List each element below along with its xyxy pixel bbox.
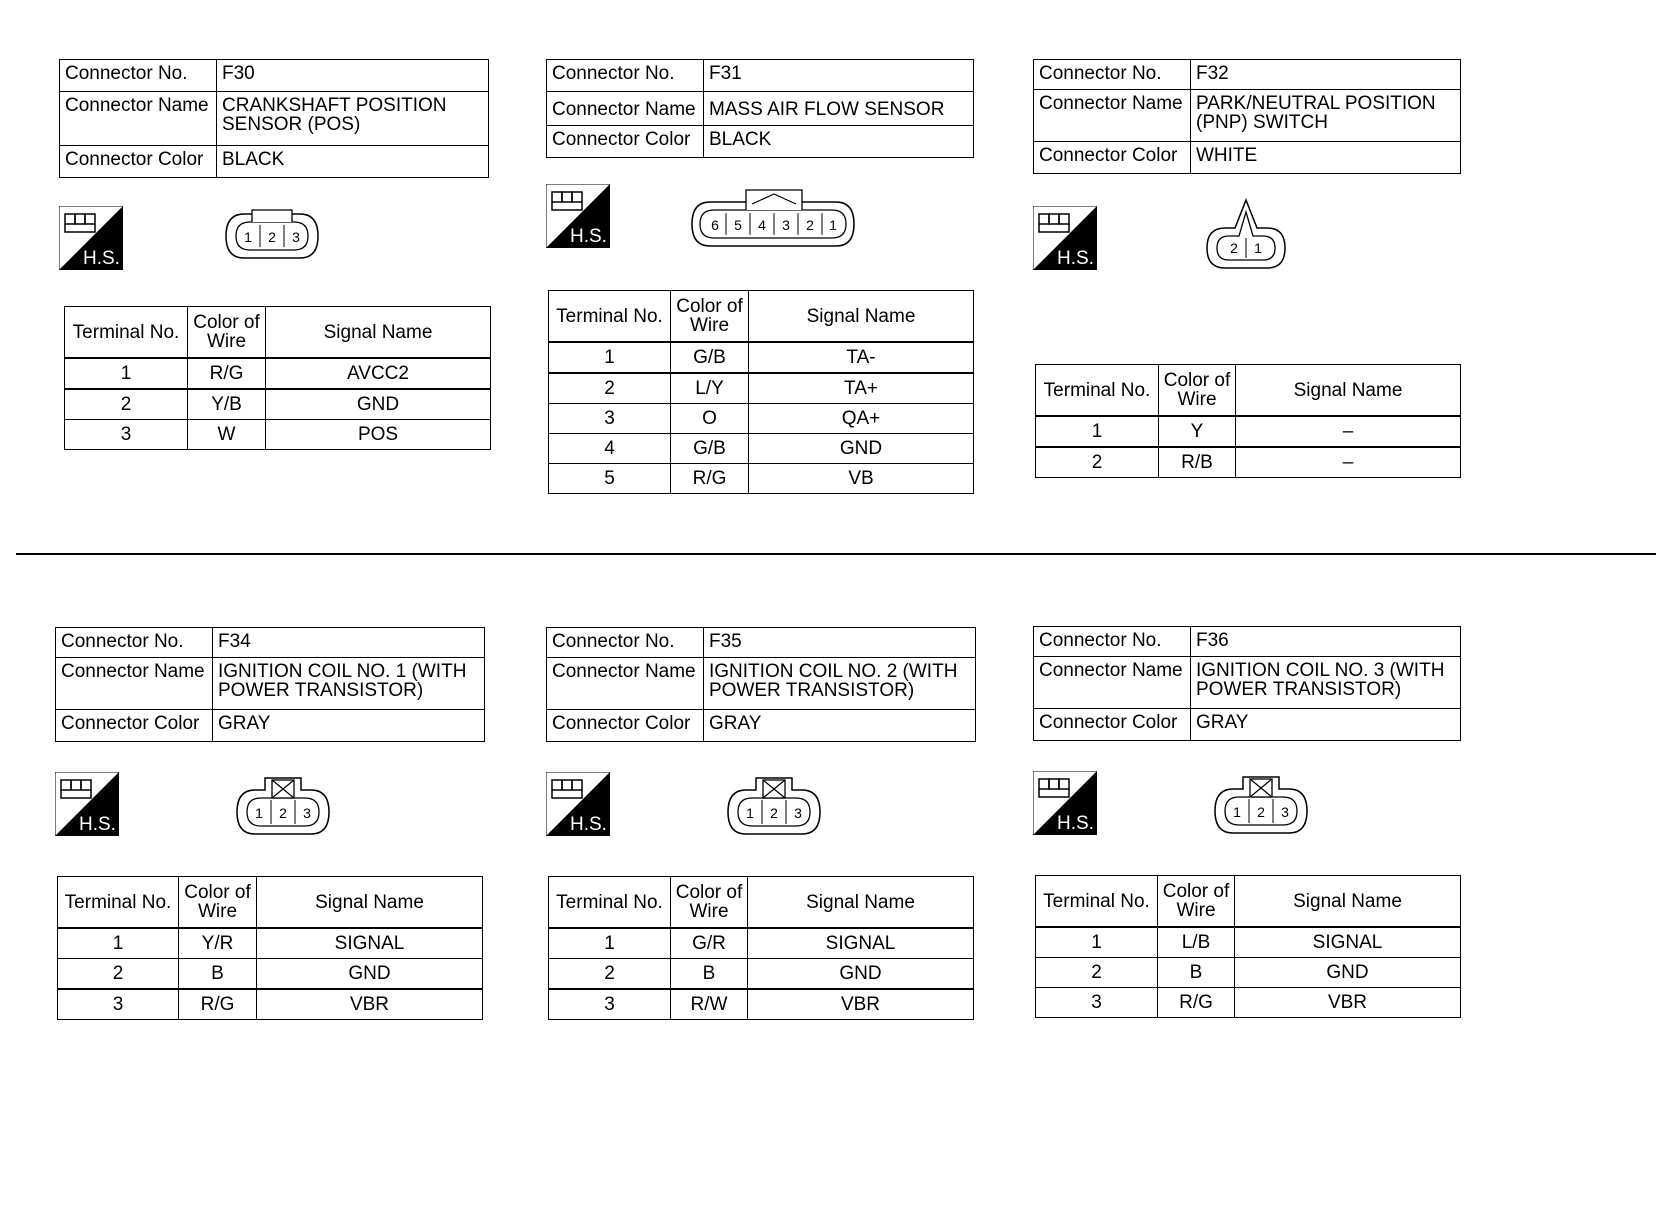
table-row (1036, 958, 1461, 988)
signal-name-header: Signal Name (749, 291, 974, 343)
signal-name-header: Signal Name (1235, 876, 1461, 928)
signal-cell: TA- (749, 342, 974, 373)
signal-name-header: Signal Name (266, 307, 491, 359)
connector-face-f34 (235, 776, 331, 836)
table-row (549, 989, 974, 1020)
hs-harness-side-icon (1033, 771, 1097, 835)
connector-color-value: BLACK (217, 146, 489, 178)
terminal-cell: 2 (1036, 447, 1159, 478)
signal-cell: GND (266, 389, 491, 420)
hs-label: H.S. (79, 814, 116, 835)
pin-label: 2 (1257, 804, 1265, 820)
connector-color-label: Connector Color (1034, 142, 1191, 174)
pin-label: 1 (829, 217, 837, 233)
wire-color-cell: R/G (188, 358, 266, 389)
wire-color-cell: O (671, 404, 749, 434)
pin-label: 1 (1233, 804, 1241, 820)
connector-color-label: Connector Color (56, 710, 213, 742)
pin-label: 3 (782, 217, 790, 233)
connector-no-label: Connector No. (1034, 627, 1191, 657)
pin-label: 3 (303, 805, 311, 821)
connector-info-f30 (59, 59, 489, 178)
hs-label: H.S. (570, 226, 607, 247)
hs-harness-side-icon (546, 772, 610, 836)
signal-name-header: Signal Name (257, 877, 483, 929)
pin-label: 3 (794, 805, 802, 821)
connector-no-value: F36 (1191, 627, 1461, 657)
connector-no-label: Connector No. (547, 628, 704, 658)
connector-no-label: Connector No. (56, 628, 213, 658)
connector-face-f31 (690, 188, 856, 252)
connector-face-f36 (1213, 775, 1309, 835)
hs-label: H.S. (83, 248, 120, 269)
signal-cell: SIGNAL (1235, 927, 1461, 958)
signal-cell: VBR (1235, 988, 1461, 1018)
terminal-cell: 2 (1036, 958, 1158, 988)
table-row (549, 959, 974, 990)
pin-label: 5 (734, 217, 742, 233)
pin-label: 2 (806, 217, 814, 233)
wire-color-cell: G/R (671, 928, 748, 959)
signal-cell: SIGNAL (748, 928, 974, 959)
hs-label: H.S. (1057, 248, 1094, 269)
hs-harness-side-icon (546, 184, 610, 248)
signal-cell: VBR (257, 989, 483, 1020)
connector-color-value: WHITE (1191, 142, 1461, 174)
connector-no-value: F35 (704, 628, 976, 658)
pin-label: 3 (292, 229, 300, 245)
table-row (58, 959, 483, 990)
connector-color-label: Connector Color (547, 710, 704, 742)
connector-color-value: GRAY (1191, 709, 1461, 741)
table-row (58, 928, 483, 959)
connector-info-f35 (546, 627, 976, 742)
wire-color-header: Color of Wire (671, 877, 748, 929)
connector-face-f32 (1205, 196, 1287, 272)
wire-color-cell: L/B (1158, 927, 1235, 958)
terminal-no-header: Terminal No. (549, 291, 671, 343)
wire-color-cell: R/G (671, 464, 749, 494)
table-row (1036, 927, 1461, 958)
terminal-table-f34 (57, 876, 483, 1020)
signal-cell: VBR (748, 989, 974, 1020)
terminal-table-f30 (64, 306, 491, 450)
hs-harness-side-icon (59, 206, 123, 270)
wire-color-header: Color of Wire (1158, 876, 1235, 928)
connector-name-value: MASS AIR FLOW SENSOR (704, 92, 974, 126)
connector-color-label: Connector Color (60, 146, 217, 178)
table-row (65, 358, 491, 389)
connector-info-f31 (546, 59, 974, 158)
hs-label: H.S. (1057, 813, 1094, 834)
connector-name-label: Connector Name (1034, 657, 1191, 709)
signal-cell: – (1236, 416, 1461, 447)
wire-color-cell: W (188, 420, 266, 450)
connector-color-value: GRAY (213, 710, 485, 742)
pin-label: 1 (255, 805, 263, 821)
hs-harness-side-icon (1033, 206, 1097, 270)
wire-color-cell: R/W (671, 989, 748, 1020)
table-row (65, 420, 491, 450)
connector-no-value: F32 (1191, 60, 1461, 90)
table-row (549, 434, 974, 464)
signal-cell: – (1236, 447, 1461, 478)
pin-label: 6 (711, 217, 719, 233)
connector-no-label: Connector No. (60, 60, 217, 92)
wire-color-cell: B (179, 959, 257, 990)
wire-color-cell: G/B (671, 342, 749, 373)
terminal-no-header: Terminal No. (65, 307, 188, 359)
terminal-cell: 1 (1036, 416, 1159, 447)
terminal-cell: 3 (549, 989, 671, 1020)
connector-face-f30 (224, 208, 320, 264)
terminal-cell: 2 (549, 959, 671, 990)
connector-name-label: Connector Name (60, 92, 217, 146)
terminal-cell: 3 (1036, 988, 1158, 1018)
connector-face-f35 (726, 776, 822, 836)
terminal-table-f32 (1035, 364, 1461, 478)
connector-info-f36 (1033, 626, 1461, 741)
pin-label: 2 (1230, 240, 1238, 256)
pin-label: 1 (1254, 240, 1262, 256)
connector-name-value: PARK/NEUTRAL POSITION (PNP) SWITCH (1191, 90, 1461, 142)
table-row (1036, 447, 1461, 478)
wire-color-cell: R/B (1159, 447, 1236, 478)
signal-name-header: Signal Name (748, 877, 974, 929)
connector-info-f34 (55, 627, 485, 742)
pin-label: 3 (1281, 804, 1289, 820)
terminal-cell: 1 (1036, 927, 1158, 958)
wire-color-cell: Y/R (179, 928, 257, 959)
connector-name-label: Connector Name (547, 92, 704, 126)
table-row (549, 928, 974, 959)
table-row (549, 404, 974, 434)
signal-cell: VB (749, 464, 974, 494)
terminal-cell: 2 (65, 389, 188, 420)
wire-color-cell: B (1158, 958, 1235, 988)
table-row (549, 464, 974, 494)
connector-name-label: Connector Name (1034, 90, 1191, 142)
table-row (1036, 416, 1461, 447)
terminal-cell: 4 (549, 434, 671, 464)
connector-name-value: IGNITION COIL NO. 1 (WITH POWER TRANSISTOR) (213, 658, 485, 710)
terminal-cell: 5 (549, 464, 671, 494)
wire-color-cell: G/B (671, 434, 749, 464)
signal-cell: TA+ (749, 373, 974, 404)
terminal-cell: 1 (65, 358, 188, 389)
terminal-no-header: Terminal No. (1036, 876, 1158, 928)
terminal-cell: 2 (549, 373, 671, 404)
hs-harness-side-icon (55, 772, 119, 836)
connector-color-label: Connector Color (547, 126, 704, 158)
connector-name-label: Connector Name (547, 658, 704, 710)
wire-color-cell: Y (1159, 416, 1236, 447)
wire-color-header: Color of Wire (671, 291, 749, 343)
pin-label: 1 (244, 229, 252, 245)
terminal-cell: 3 (65, 420, 188, 450)
wire-color-header: Color of Wire (188, 307, 266, 359)
signal-cell: GND (1235, 958, 1461, 988)
signal-cell: QA+ (749, 404, 974, 434)
connector-no-value: F30 (217, 60, 489, 92)
signal-cell: SIGNAL (257, 928, 483, 959)
connector-info-f32 (1033, 59, 1461, 174)
connector-color-label: Connector Color (1034, 709, 1191, 741)
terminal-cell: 3 (58, 989, 179, 1020)
terminal-no-header: Terminal No. (1036, 365, 1159, 417)
terminal-cell: 3 (549, 404, 671, 434)
terminal-cell: 2 (58, 959, 179, 990)
pin-label: 4 (758, 217, 766, 233)
connector-name-value: IGNITION COIL NO. 3 (WITH POWER TRANSISTOR) (1191, 657, 1461, 709)
connector-color-value: GRAY (704, 710, 976, 742)
pin-label: 2 (268, 229, 276, 245)
pin-label: 2 (279, 805, 287, 821)
table-row (549, 373, 974, 404)
connector-no-value: F34 (213, 628, 485, 658)
wire-color-cell: R/G (179, 989, 257, 1020)
connector-no-value: F31 (704, 60, 974, 92)
table-row (1036, 988, 1461, 1018)
connector-name-value: CRANKSHAFT POSITION SENSOR (POS) (217, 92, 489, 146)
terminal-cell: 1 (549, 342, 671, 373)
wire-color-header: Color of Wire (1159, 365, 1236, 417)
wire-color-cell: B (671, 959, 748, 990)
signal-cell: GND (257, 959, 483, 990)
table-row (65, 389, 491, 420)
connector-name-label: Connector Name (56, 658, 213, 710)
pin-label: 2 (770, 805, 778, 821)
wire-color-cell: R/G (1158, 988, 1235, 1018)
terminal-no-header: Terminal No. (549, 877, 671, 929)
pin-label: 1 (746, 805, 754, 821)
table-row (58, 989, 483, 1020)
signal-cell: AVCC2 (266, 358, 491, 389)
signal-name-header: Signal Name (1236, 365, 1461, 417)
section-divider (16, 553, 1656, 555)
terminal-table-f36 (1035, 875, 1461, 1018)
connector-no-label: Connector No. (547, 60, 704, 92)
connector-color-value: BLACK (704, 126, 974, 158)
hs-label: H.S. (570, 814, 607, 835)
terminal-no-header: Terminal No. (58, 877, 179, 929)
wire-color-cell: L/Y (671, 373, 749, 404)
terminal-cell: 1 (58, 928, 179, 959)
wire-color-cell: Y/B (188, 389, 266, 420)
table-row (549, 342, 974, 373)
connector-no-label: Connector No. (1034, 60, 1191, 90)
connector-name-value: IGNITION COIL NO. 2 (WITH POWER TRANSISTOR) (704, 658, 976, 710)
wire-color-header: Color of Wire (179, 877, 257, 929)
terminal-table-f31 (548, 290, 974, 494)
signal-cell: GND (748, 959, 974, 990)
signal-cell: GND (749, 434, 974, 464)
signal-cell: POS (266, 420, 491, 450)
terminal-cell: 1 (549, 928, 671, 959)
terminal-table-f35 (548, 876, 974, 1020)
